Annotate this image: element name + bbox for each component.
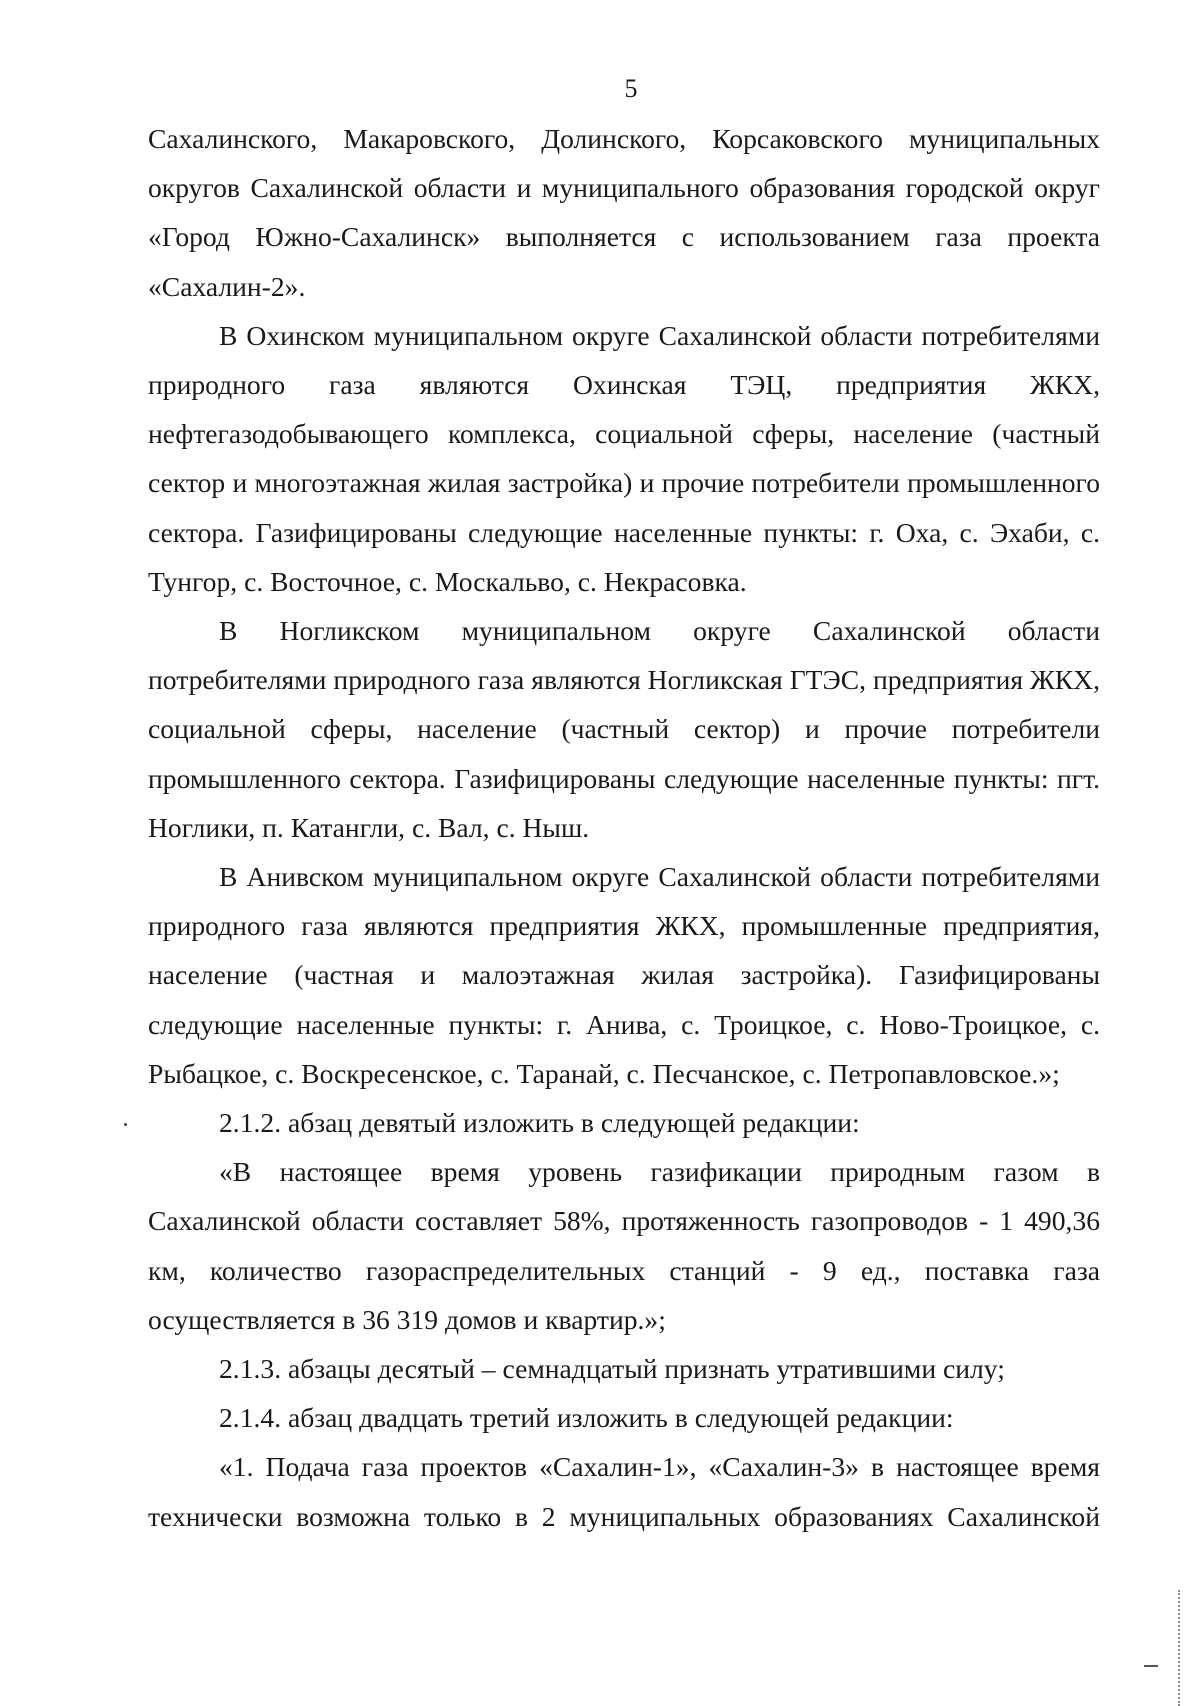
scan-artifact-dash (1144, 1665, 1158, 1667)
paragraph-amendment-2-1-4: 2.1.4. абзац двадцать третий изложить в следующей редакции: (219, 1402, 954, 1434)
paragraph-gasification-level: «В настоящее время уровень газификации природным газом в Сахалинской области составляет 58%, протяженность газопроводов - 1 490,36 км, количество газораспределительных станций - 9 ед., поставка газа осуществляется в 36 319 домов и квартир.»; (148, 1156, 1100, 1335)
paragraph-okha: В Охинском муниципальном округе Сахалинской области потребителями природного газа являются Охинская ТЭЦ, предприятия ЖКХ, нефтегазодобывающего комплекса, социальной сферы, население (частный сектор и многоэтажная жилая застройка) и прочие потребители промышленного сектора. Газифицированы следующие населенные пункты: г. Оха, с. Эхаби, с. Тунгор, с. Восточное, с. Москальво, с. Некрасовка. (148, 319, 1100, 597)
scan-edge-mark (1178, 1590, 1182, 1706)
document-body (148, 114, 1100, 1541)
page-number: 5 (624, 74, 638, 103)
paragraph-intro-continuation: Сахалинского, Макаровского, Долинского, Корсаковского муниципальных округов Сахалинской области и муниципального образования городской округ «Город Южно-Сахалинск» выполняется с использованием газа проекта «Сахалин-2». (148, 123, 1100, 302)
paragraph-amendment-2-1-3: 2.1.3. абзацы десятый – семнадцатый признать утратившими силу; (219, 1353, 1005, 1385)
scan-artifact-dot (124, 1123, 127, 1126)
paragraph-aniva: В Анивском муниципальном округе Сахалинской области потребителями природного газа являются предприятия ЖКХ, промышленные предприятия, население (частная и малоэтажная жилая застройка). Газифицированы следующие населенные пункты: г. Анива, с. Троицкое, с. Ново-Троицкое, с. Рыбацкое, с. Воскресенское, с. Таранай, с. Песчанское, с. Петропавловское.»; (148, 861, 1100, 1089)
paragraph-nogliki: В Ногликском муниципальном округе Сахалинской области потребителями природного газа являются Ногликская ГТЭС, предприятия ЖКХ, социальной сферы, население (частный сектор) и прочие потребители промышленного сектора. Газифицированы следующие населенные пункты: пгт. Ноглики, п. Катангли, с. Вал, с. Ныш. (148, 615, 1100, 843)
paragraph-amendment-2-1-2: 2.1.2. абзац девятый изложить в следующей редакции: (219, 1107, 860, 1139)
paragraph-gas-supply-projects: «1. Подача газа проектов «Сахалин-1», «Сахалин-3» в настоящее время технически возможна только в 2 муниципальных образованиях Сахалинской (148, 1451, 1100, 1532)
